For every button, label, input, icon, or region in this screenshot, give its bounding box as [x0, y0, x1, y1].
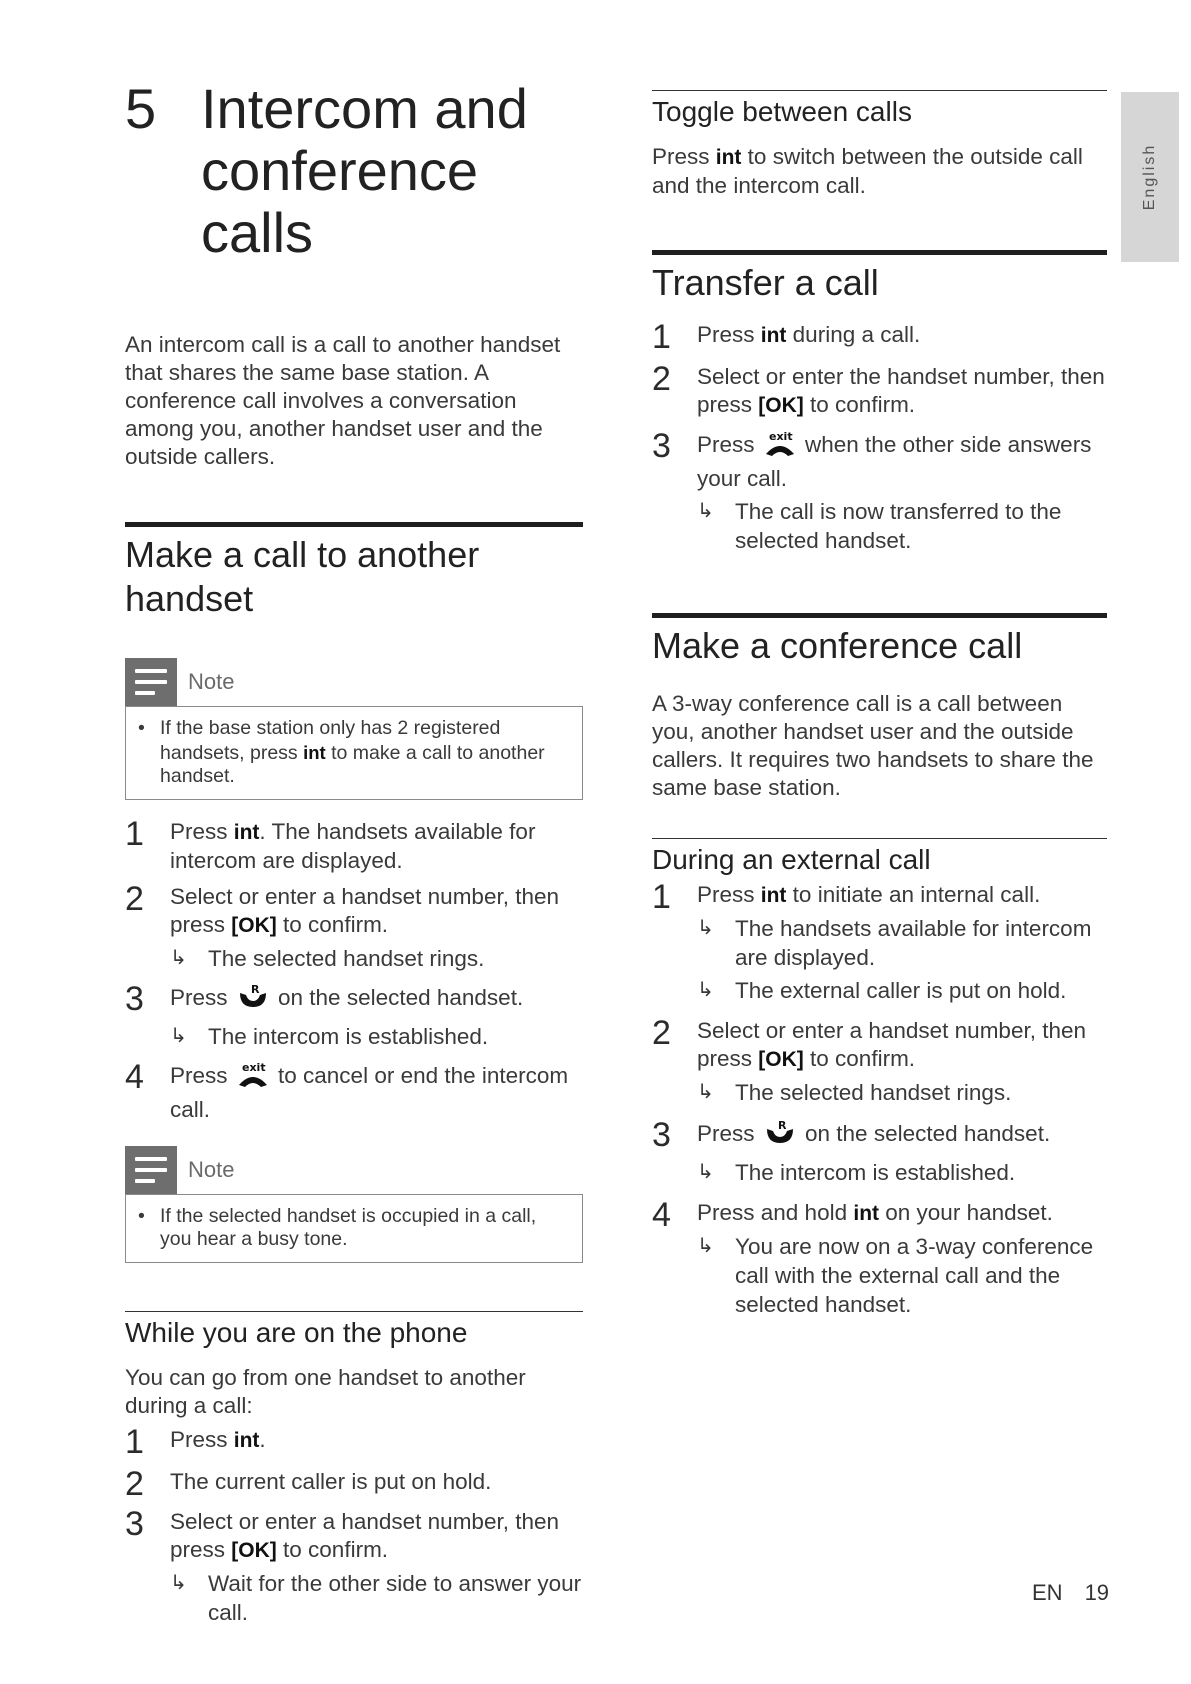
chapter-title — [125, 78, 583, 264]
result-arrow-icon: ↳ — [170, 946, 187, 969]
note-box: • If the base station only has 2 registered handsets, press int to make a call to another handset. — [125, 706, 583, 800]
note-icon — [125, 658, 177, 706]
section-rule — [125, 522, 583, 527]
while-phone-heading: While you are on the phone — [125, 1316, 468, 1348]
result-arrow-icon: ↳ — [697, 1161, 714, 1183]
conference-heading: Make a conference call — [652, 625, 1023, 666]
conference-intro: A 3-way conference call is a call between you, another handset user and the outside callers. It requires two handsets to share the same base station. — [652, 691, 1094, 800]
language-tab — [1121, 92, 1179, 262]
note-label: Note — [188, 669, 235, 694]
while-phone-intro: You can go from one handset to another during a call: — [125, 1364, 526, 1418]
end-call-icon — [763, 430, 797, 465]
list-item: 4 Press exit to cancel or end the intercom call. — [125, 1057, 569, 1122]
section-rule — [652, 838, 1107, 839]
page-footer — [1032, 1580, 1131, 1606]
footer-language: EN — [1032, 1580, 1063, 1605]
list-item: 3 Select or enter a handset number, then press [OK] to confirm. ↳ Wait for the other side to answer your call. — [125, 1504, 582, 1625]
make-call-steps — [125, 814, 583, 1124]
step-result: ↳ The selected handset rings. — [697, 1080, 1012, 1105]
step-result: ↳ The intercom is established. — [697, 1160, 1016, 1185]
transfer-heading: Transfer a call — [652, 262, 879, 303]
svg-text:R: R — [777, 1119, 787, 1132]
list-item: 2 The current caller is put on hold. — [125, 1464, 492, 1503]
list-item: 1 Press int during a call. — [652, 318, 921, 356]
result-arrow-icon: ↳ — [170, 1571, 187, 1594]
chapter-title-line2: conference calls — [201, 139, 479, 264]
note-label: Note — [188, 1156, 235, 1182]
flash-recall-icon — [236, 983, 270, 1018]
svg-text:R: R — [250, 982, 260, 996]
list-item: 3 Press R on the selected handset. ↳ The intercom is established. — [652, 1119, 1107, 1187]
list-item: 1 Press int. — [125, 1422, 266, 1461]
left-column — [125, 78, 583, 1627]
result-arrow-icon: ↳ — [170, 1024, 187, 1047]
list-item: 3 Press exit when the other side answers your call. ↳ The call is now transferred to the selected handset. — [652, 430, 1107, 555]
transfer-steps — [652, 318, 1107, 555]
external-call-heading: During an external call — [652, 844, 931, 875]
language-label: English — [1141, 143, 1158, 211]
section-rule — [652, 613, 1107, 618]
result-arrow-icon: ↳ — [697, 500, 714, 522]
list-item: 1 Press int to initiate an internal call. ↳ The handsets available for intercom are displayed. ↳ The external caller is put on hold. — [652, 881, 1107, 1005]
result-arrow-icon: ↳ — [697, 1081, 714, 1103]
step-result: ↳ The handsets available for intercom are displayed. — [697, 916, 1092, 970]
right-column — [652, 90, 1107, 1319]
svg-text:exit: exit — [768, 430, 793, 443]
note-icon — [125, 1146, 177, 1194]
step-result: ↳ Wait for the other side to answer your call. — [170, 1570, 582, 1625]
step-result: ↳ The selected handset rings. — [170, 945, 485, 971]
list-item: 2 Select or enter the handset number, then press [OK] to confirm. — [652, 360, 1105, 417]
conference-steps — [652, 878, 1107, 1319]
note-2 — [125, 1146, 583, 1263]
list-item: 3 Press R on the selected handset. ↳ The intercom is established. — [125, 983, 583, 1051]
toggle-text: Press int to switch between the outside call and the intercom call. — [652, 144, 1083, 198]
result-arrow-icon: ↳ — [697, 979, 714, 1001]
while-phone-steps — [125, 1422, 583, 1627]
chapter-number: 5 — [125, 77, 157, 140]
chapter-intro: An intercom call is a call to another handset that shares the same base station. A conference call involves a conversation among you, another handset user and the outside callers. — [125, 332, 561, 469]
section-rule — [652, 250, 1107, 255]
step-result: ↳ You are now on a 3-way conference call with the external call and the selected handset. — [697, 1234, 1094, 1317]
svg-text:exit: exit — [241, 1060, 266, 1074]
result-arrow-icon: ↳ — [697, 1235, 714, 1257]
step-result: ↳ The call is now transferred to the selected handset. — [697, 499, 1062, 553]
note-box: • If the selected handset is occupied in a call, you hear a busy tone. — [125, 1194, 583, 1263]
chapter-title-line1: Intercom and — [201, 77, 528, 140]
make-call-heading: Make a call to another handset — [125, 534, 480, 619]
flash-recall-icon — [763, 1119, 797, 1154]
list-item: 1 Press int. The handsets available for intercom are displayed. — [125, 814, 536, 873]
section-rule — [125, 1311, 583, 1312]
toggle-heading: Toggle between calls — [652, 96, 912, 127]
note-1 — [125, 658, 583, 800]
step-result: ↳ The external caller is put on hold. — [697, 978, 1067, 1003]
list-item: 2 Select or enter a handset number, then press [OK] to confirm. ↳ The selected handset rings. — [652, 1017, 1107, 1107]
step-result: ↳ The intercom is established. — [170, 1023, 489, 1049]
list-item: 4 Press and hold int on your handset. ↳ You are now on a 3-way conference call with the external call and the selected handset. — [652, 1199, 1107, 1319]
list-item: 2 Select or enter a handset number, then press [OK] to confirm. ↳ The selected handset rings. — [125, 883, 583, 973]
end-call-icon — [236, 1061, 270, 1096]
page-number: 19 — [1084, 1580, 1110, 1605]
result-arrow-icon: ↳ — [697, 917, 714, 939]
section-rule — [652, 90, 1107, 91]
